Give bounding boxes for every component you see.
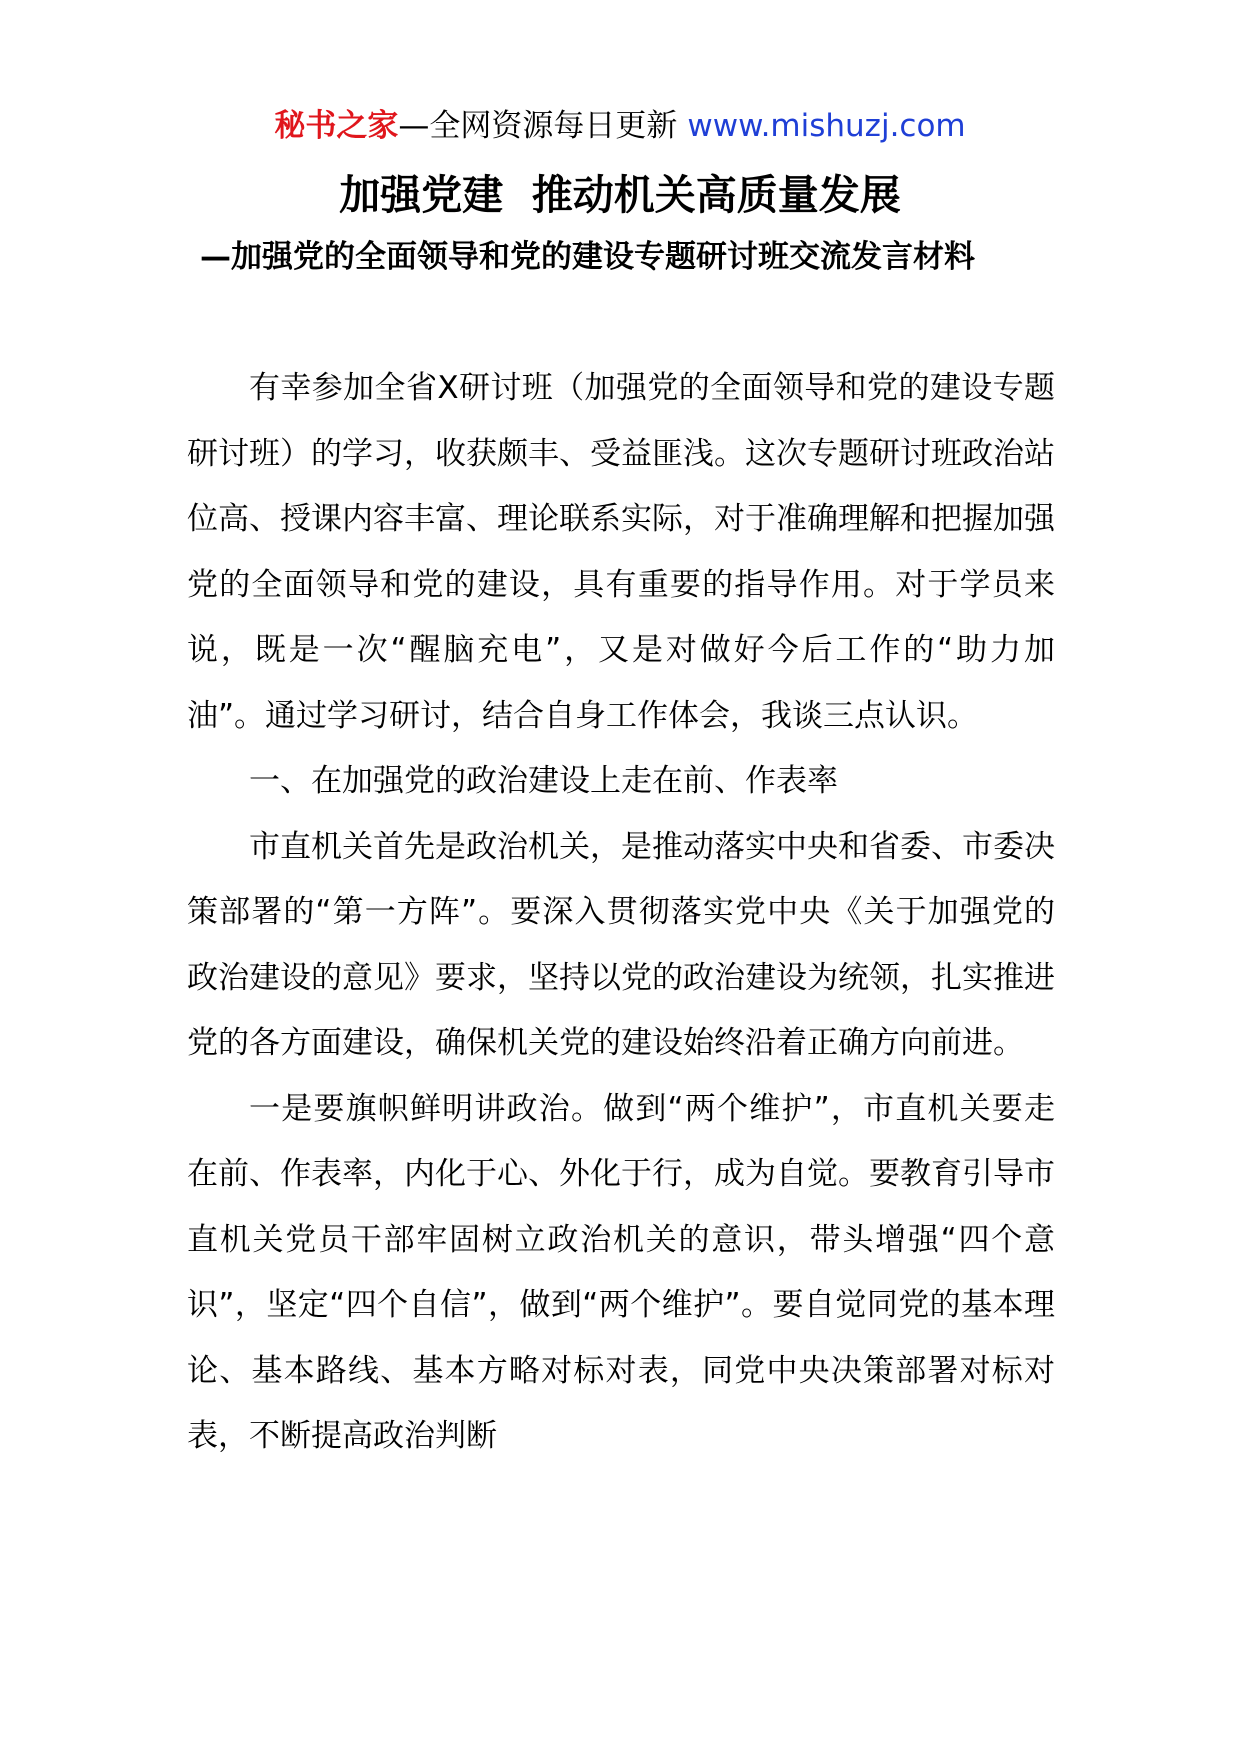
site-slogan: —全网资源每日更新 [398,108,678,144]
section-1-paragraph: 市直机关首先是政治机关，是推动落实中央和省委、市委决策部署的“第一方阵”。要深入贯彻落实党中央《关于加强党的政治建设的意见》要求，坚持以党的政治建设为统领，扎实推进党的各方面建设，确保机关党的建设始终沿着正确方向前进。 [187,828,1055,1061]
site-header [0,104,1240,148]
point-1-paragraph: 一是要旗帜鲜明讲政治。做到“两个维护”，市直机关要走在前、作表率，内化于心、外化于行，成为自觉。要教育引导市直机关党员干部牢固树立政治机关的意识，带头增强“四个意识”，坚定“四个自信”，做到“两个维护”。要自觉同党的基本理论、基本路线、基本方略对标对表，同党中央决策部署对标对表，不断提高政治判断 [187,1090,1055,1454]
intro-paragraph: 有幸参加全省X研讨班（加强党的全面领导和党的建设专题研讨班）的学习，收获颇丰、受益匪浅。这次专题研讨班政治站位高、授课内容丰富、理论联系实际，对于准确理解和把握加强党的全面领导和党的建设，具有重要的指导作用。对于学员来说，既是一次“醒脑充电”，又是对做好今后工作的“助力加油”。通过学习研讨，结合自身工作体会，我谈三点认识。 [187,370,1055,734]
brand-name: 秘书之家 [274,108,399,144]
document-body [187,356,1055,1470]
site-url-link[interactable]: www.mishuzj.com [687,108,966,144]
document-title: 加强党建 推动机关高质量发展 [339,171,901,219]
document-subtitle: —加强党的全面领导和党的建设专题研讨班交流发言材料 [200,239,975,275]
section-heading-1: 一、在加强党的政治建设上走在前、作表率 [249,763,838,799]
